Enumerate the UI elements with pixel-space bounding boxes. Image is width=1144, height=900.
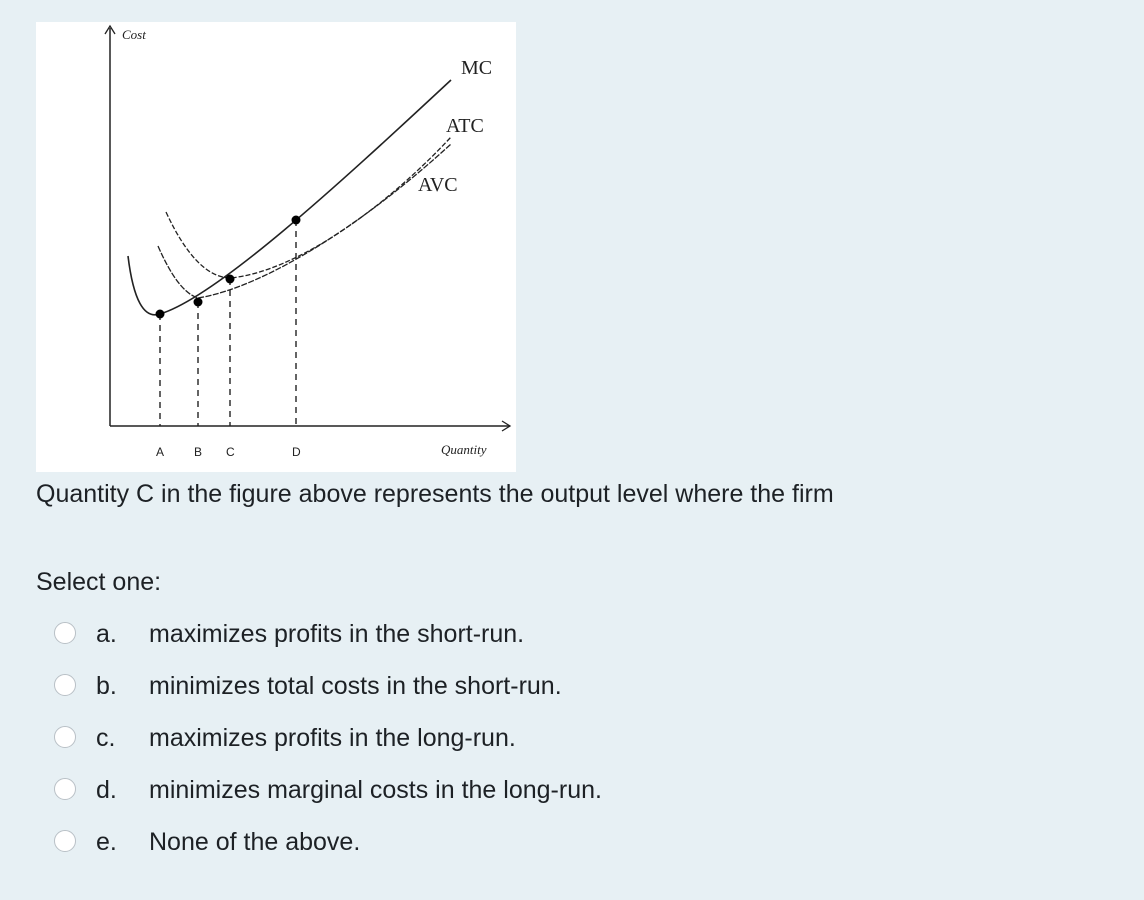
min-atc-point	[226, 275, 235, 284]
select-one-prompt: Select one:	[36, 568, 162, 596]
option-text-e[interactable]: None of the above.	[149, 828, 361, 856]
y-axis-label: Cost	[122, 27, 146, 42]
question-text: Quantity C in the figure above represents the output level where the firm	[36, 480, 834, 508]
radio-button-c[interactable]	[54, 726, 76, 748]
radio-button-a[interactable]	[54, 622, 76, 644]
radio-button-e[interactable]	[54, 830, 76, 852]
cost-curves-chart	[36, 22, 516, 472]
point-d	[292, 216, 301, 225]
tick-label-b: B	[194, 445, 203, 459]
avc-label: AVC	[418, 174, 458, 196]
tick-label-a: A	[156, 445, 165, 459]
radio-button-b[interactable]	[54, 674, 76, 696]
answer-option-d[interactable]	[52, 764, 772, 816]
answer-option-c[interactable]	[52, 712, 772, 764]
answer-option-b[interactable]	[52, 660, 772, 712]
answer-option-a[interactable]	[52, 608, 772, 660]
avc-curve	[158, 144, 451, 298]
atc-curve	[166, 137, 451, 278]
cost-curves-figure	[36, 22, 516, 472]
radio-button-d[interactable]	[54, 778, 76, 800]
atc-label: ATC	[446, 115, 484, 137]
option-text-a[interactable]: maximizes profits in the short-run.	[149, 620, 525, 648]
option-text-c[interactable]: maximizes profits in the long-run.	[149, 724, 516, 752]
option-letter-c: c.	[96, 724, 116, 752]
mc-label: MC	[461, 57, 493, 79]
option-letter-e: e.	[96, 828, 117, 856]
x-axis-label: Quantity	[441, 442, 487, 457]
option-letter-a: a.	[96, 620, 117, 648]
option-text-d[interactable]: minimizes marginal costs in the long-run.	[149, 776, 602, 804]
tick-label-d: D	[292, 445, 301, 459]
option-letter-d: d.	[96, 776, 117, 804]
option-letter-b: b.	[96, 672, 117, 700]
answer-option-e[interactable]	[52, 816, 772, 868]
option-text-b[interactable]: minimizes total costs in the short-run.	[149, 672, 562, 700]
point-b	[194, 298, 203, 307]
min-avc-point	[156, 310, 165, 319]
tick-label-c: C	[226, 445, 235, 459]
answer-options	[52, 608, 772, 868]
